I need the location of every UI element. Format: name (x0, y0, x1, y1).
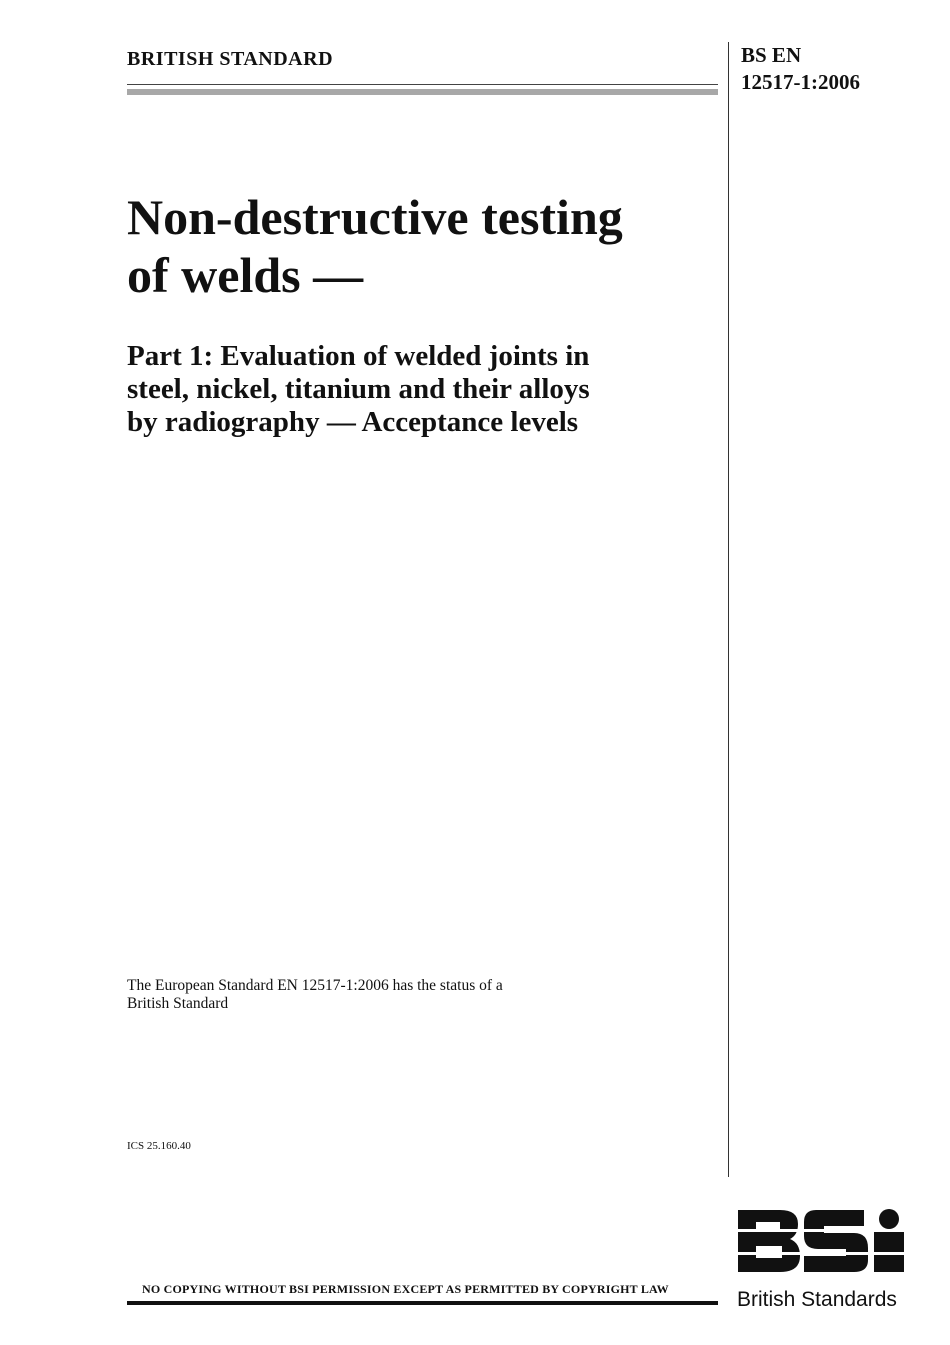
ics-code: ICS 25.160.40 (127, 1140, 191, 1152)
standard-number (741, 42, 860, 96)
footer-rule (127, 1301, 718, 1305)
document-title (127, 188, 717, 304)
status-line-1: The European Standard EN 12517-1:2006 has the status of a (127, 977, 503, 994)
title-line-2: of welds — (127, 247, 364, 303)
subtitle-line-3: by radiography — Acceptance levels (127, 406, 579, 438)
status-statement (127, 977, 597, 1013)
bsi-logo-letter-s (804, 1210, 868, 1272)
document-type-label: BRITISH STANDARD (127, 48, 334, 70)
bsi-logo-letter-b (738, 1210, 800, 1272)
title-line-1: Non-destructive testing (127, 189, 623, 245)
bsi-logo-text: British Standards (737, 1288, 897, 1311)
header-rule-thick (127, 89, 718, 95)
status-line-2: British Standard (127, 995, 229, 1012)
subtitle-line-2: steel, nickel, titanium and their alloys (127, 373, 590, 405)
subtitle-line-1: Part 1: Evaluation of welded joints in (127, 340, 590, 372)
copyright-notice: NO COPYING WITHOUT BSI PERMISSION EXCEPT AS PERMITTED BY COPYRIGHT LAW (142, 1282, 669, 1296)
standard-number-line-1: BS EN (741, 43, 802, 67)
header-rule-thin (127, 84, 718, 85)
column-divider (728, 42, 729, 1177)
standard-number-line-2: 12517-1:2006 (741, 70, 860, 94)
bsi-logo-letter-i (874, 1209, 904, 1272)
document-subtitle (127, 340, 717, 439)
